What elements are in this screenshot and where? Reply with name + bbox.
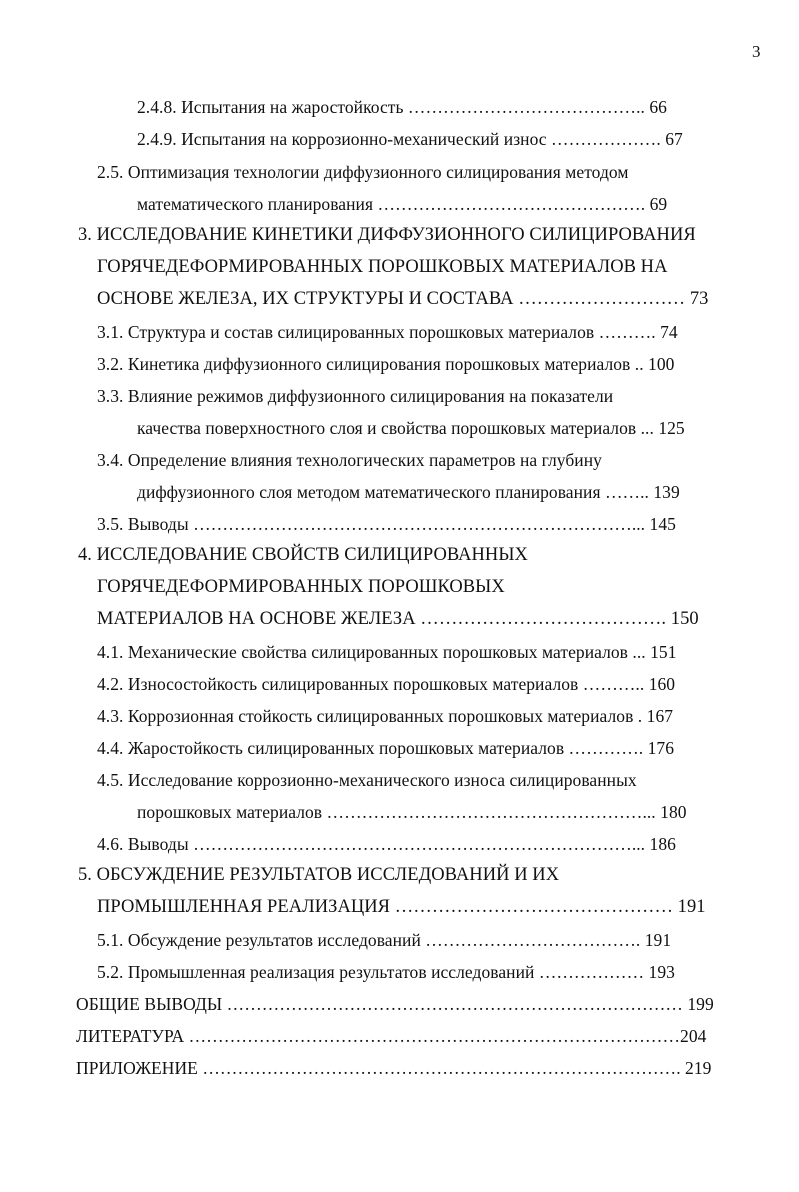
toc-line: 3.3. Влияние режимов диффузионного силицирования на показатели (97, 386, 614, 406)
toc-line: ГОРЯЧЕДЕФОРМИРОВАННЫХ ПОРОШКОВЫХ (97, 577, 505, 597)
toc-line: качества поверхностного слоя и свойства порошковых материалов ... 125 (137, 418, 685, 438)
toc-line: ЛИТЕРАТУРА …………………………………………………………………………204 (76, 1026, 707, 1046)
toc-line: 2.5. Оптимизация технологии диффузионного силицирования методом (97, 162, 629, 182)
toc-line: 4.6. Выводы …………………………………………………………………... 186 (97, 834, 676, 854)
toc-line: 4.2. Износостойкость силицированных порошковых материалов ……….. 160 (97, 674, 676, 694)
toc-line: 4.5. Исследование коррозионно-механического износа силицированных (97, 770, 637, 790)
toc-line: математического планирования ………………………………………. 69 (137, 194, 668, 214)
toc-line: 5. ОБСУЖДЕНИЕ РЕЗУЛЬТАТОВ ИССЛЕДОВАНИЙ И ИХ (78, 865, 560, 885)
toc-line: 4.4. Жаростойкость силицированных порошковых материалов …………. 176 (97, 738, 675, 758)
toc-line: 4. ИССЛЕДОВАНИЕ СВОЙСТВ СИЛИЦИРОВАННЫХ (78, 545, 528, 565)
toc-line: 5.2. Промышленная реализация результатов исследований ……………… 193 (97, 962, 675, 982)
toc-line: порошковых материалов ………………………………………………... 180 (137, 802, 687, 822)
toc-line: 2.4.8. Испытания на жаростойкость ………………………………….. 66 (137, 97, 667, 117)
toc-line: 4.1. Механические свойства силицированных порошковых материалов ... 151 (97, 642, 677, 662)
toc-line: 3.5. Выводы …………………………………………………………………... 145 (97, 514, 676, 534)
toc-line: ПРОМЫШЛЕННАЯ РЕАЛИЗАЦИЯ ……………………………………… 191 (97, 897, 706, 917)
toc-line: МАТЕРИАЛОВ НА ОСНОВЕ ЖЕЛЕЗА …………………………………. 150 (97, 609, 699, 629)
toc-line: ПРИЛОЖЕНИЕ ………………………………………………………………………. 219 (76, 1058, 712, 1078)
toc-line: диффузионного слоя методом математического планирования …….. 139 (137, 482, 680, 502)
toc-line: ГОРЯЧЕДЕФОРМИРОВАННЫХ ПОРОШКОВЫХ МАТЕРИАЛОВ НА (97, 257, 668, 277)
toc-line: 3. ИССЛЕДОВАНИЕ КИНЕТИКИ ДИФФУЗИОННОГО СИЛИЦИРОВАНИЯ (78, 225, 696, 245)
page-number: 3 (752, 42, 761, 61)
toc-line: 4.3. Коррозионная стойкость силицированных порошковых материалов . 167 (97, 706, 674, 726)
toc-line: ОСНОВЕ ЖЕЛЕЗА, ИХ СТРУКТУРЫ И СОСТАВА ……………………… 73 (97, 289, 709, 309)
toc-line: 3.2. Кинетика диффузионного силицирования порошковых материалов .. 100 (97, 354, 675, 374)
toc-line: 3.1. Структура и состав силицированных порошковых материалов ………. 74 (97, 322, 678, 342)
toc-line: ОБЩИЕ ВЫВОДЫ …………………………………………………………………… 199 (76, 994, 714, 1014)
toc-line: 2.4.9. Испытания на коррозионно-механический износ ………………. 67 (137, 129, 683, 149)
toc-line: 5.1. Обсуждение результатов исследований ………………………………. 191 (97, 930, 672, 950)
toc-line: 3.4. Определение влияния технологических параметров на глубину (97, 450, 602, 470)
